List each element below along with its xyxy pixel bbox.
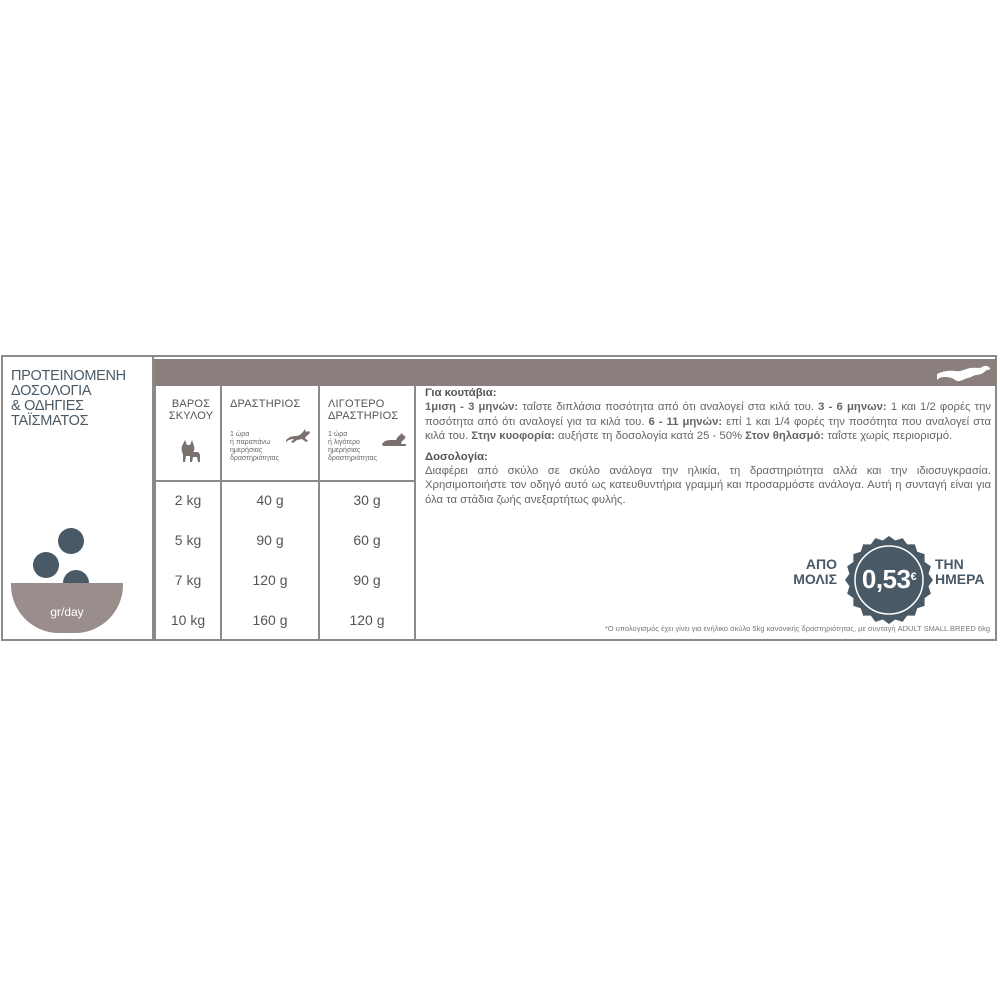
price-prefix-line: ΜΟΛΙΣ — [793, 571, 837, 587]
note-line: ή λιγότερο — [328, 439, 360, 446]
active-header — [222, 386, 318, 482]
price-badge — [775, 535, 995, 625]
puppies-text-1: ταΐστε διπλάσια ποσότητα από ότι αναλογεί στα κιλά του. — [518, 401, 819, 414]
weight-header — [156, 386, 220, 482]
price-amount: 0,53 — [861, 564, 911, 594]
note-line: ή παραπάνω — [230, 439, 271, 446]
active-note — [230, 431, 290, 463]
kibble-icon — [33, 552, 59, 578]
active-header-label — [230, 398, 314, 410]
puppies-paragraph — [425, 400, 991, 443]
note-line: 1 ώρα — [328, 431, 348, 438]
header-line: ΒΑΡΟΣ — [171, 398, 211, 410]
dosage-table — [154, 386, 416, 639]
puppies-title: Για κουτάβια: — [425, 387, 497, 399]
note-line: δραστηριότητας — [230, 455, 279, 462]
title-line: ΤΑΪΣΜΑΤΟΣ — [11, 413, 89, 429]
header-bar — [154, 359, 997, 386]
lactation-text: ταΐστε χωρίς περιορισμό. — [824, 430, 953, 443]
pregnancy-text: αυξήστε τη δοσολογία κατά 25 - 50% — [554, 430, 746, 443]
puppies-age-2: 3 - 6 μηνων: — [818, 401, 887, 414]
puppies-text-2: 1 και 1/2 φορές την ποσότητα από ότι αναλογεί για τα κιλά του. — [425, 401, 991, 428]
title-line: & ΟΔΗΓΙΕΣ — [11, 398, 84, 414]
note-line: ημερήσιας — [328, 447, 361, 454]
weight-cell: 2 kg — [174, 492, 202, 508]
less-active-column — [318, 386, 416, 639]
puppies-age-3: 6 - 11 μηνών: — [648, 415, 723, 428]
bowl-label: gr/day — [50, 605, 84, 619]
pregnancy-label: Στην κυοφορία: — [471, 430, 555, 443]
kibble-icon — [58, 528, 84, 554]
weight-cell: 7 kg — [174, 572, 202, 588]
weight-column — [154, 386, 220, 639]
less-active-note — [328, 431, 388, 463]
puppies-text-3: επί 1 και 1/4 φορές την ποσότητα που αναλογεί στα κιλά του. — [425, 415, 991, 443]
price-currency: € — [910, 571, 917, 583]
less-active-header-label — [328, 398, 412, 422]
small-dog-icon — [176, 436, 204, 464]
dosage-paragraph: Διαφέρει από σκύλο σε σκύλο ανάλογα την ηλικία, τη δραστηριότητα αλλά και την ιδιοσυγκρασία. Χρησιμοποιήστε τον οδηγό αυτό ως κατευθυντήρια γραμμή και προσαρμόστε ανάλογα. Αυτή η συνταγή είναι για όλα τα στάδια ζωής ανεξαρτήτως φυλής. — [425, 465, 991, 506]
puppies-age-1: 1μιση - 3 μηνών: — [425, 401, 519, 414]
active-cell: 40 g — [256, 492, 284, 508]
title-line: ΠΡΟΤΕΙΝΟΜΕΝΗ — [11, 368, 126, 384]
footnote: *Ο υπολογισμός έχει γίνει για ενήλικο σκύλο 5kg κανονικής δραστηριότητας, με συνταγή ADULT SMALL BREED 6kg — [604, 624, 990, 633]
title-line: ΔΟΣΟΛΟΓΙΑ — [11, 383, 92, 399]
lactation-label: Στον θηλασμό: — [745, 430, 825, 443]
weight-cell: 5 kg — [174, 532, 202, 548]
header-line: ΛΙΓΟΤΕΡΟ — [328, 398, 385, 410]
header-line: ΔΡΑΣΤΗΡΙΟΣ — [230, 398, 301, 410]
less-active-cell: 90 g — [353, 572, 381, 588]
price-suffix-line: ΤΗΝ — [935, 556, 964, 572]
price-prefix — [785, 557, 837, 587]
greyhound-icon — [935, 362, 993, 384]
lying-dog-icon — [380, 430, 408, 448]
note-line: 1 ώρα — [230, 431, 250, 438]
active-cell: 120 g — [252, 572, 288, 588]
less-active-cell: 120 g — [349, 612, 385, 628]
price-value — [849, 564, 929, 595]
less-active-cell: 60 g — [353, 532, 381, 548]
price-suffix-line: ΗΜΕΡΑ — [935, 571, 985, 587]
active-cell: 90 g — [256, 532, 284, 548]
active-column — [220, 386, 318, 639]
less-active-cell: 30 g — [353, 492, 381, 508]
left-panel — [3, 357, 154, 639]
weight-header-label — [166, 398, 216, 422]
active-cell: 160 g — [252, 612, 288, 628]
dosage-title: Δοσολογία: — [425, 450, 488, 463]
less-active-header — [320, 386, 414, 482]
instructions-text — [425, 386, 991, 507]
price-prefix-line: ΑΠΟ — [805, 556, 837, 572]
page-title — [11, 369, 151, 429]
weight-cell: 10 kg — [170, 612, 206, 628]
note-line: δραστηριότητας — [328, 455, 377, 462]
price-suffix — [935, 557, 995, 587]
header-line: ΣΚΥΛΟΥ — [168, 410, 214, 422]
running-dog-icon — [284, 426, 312, 446]
note-line: ημερήσιας — [230, 447, 263, 454]
bowl-icon — [11, 585, 123, 633]
header-line: ΔΡΑΣΤΗΡΙΟΣ — [328, 410, 399, 422]
